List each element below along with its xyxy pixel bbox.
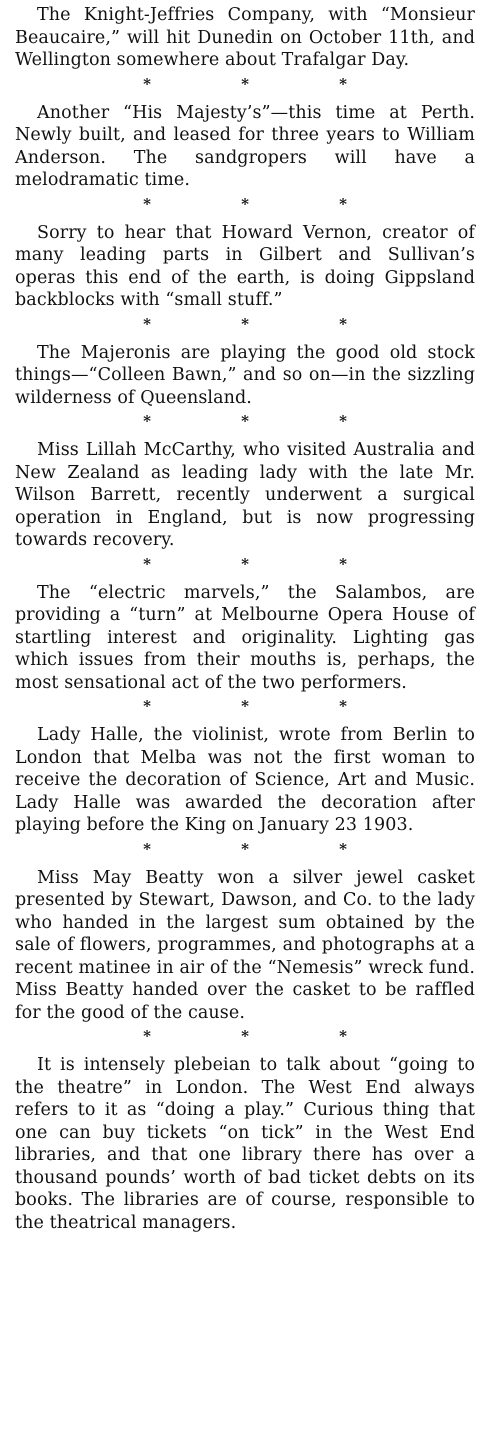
asterisk-mark: * [241, 554, 249, 573]
news-paragraph: Sorry to hear that Howard Vernon, creator of many leading parts in Gilbert and Sullivan’s operas this end of the earth, is doing Gippsland backblocks with “small stuff.” [15, 222, 475, 310]
asterisk-separator [15, 410, 475, 432]
asterisk-mark: * [241, 314, 249, 333]
news-paragraph: The “electric marvels,” the Salambos, are providing a “turn” at Melbourne Opera House of startling interest and originality. Lighting gas which issues from their mouths is, perhaps, the most sensational act of the two performers. [15, 582, 475, 693]
asterisk-mark: * [143, 1027, 151, 1045]
news-paragraph: The Majeronis are playing the good old stock things—“Colleen Bawn,” and so on—in the sizzling wilderness of Queensland. [15, 342, 475, 408]
asterisk-mark: * [339, 697, 347, 715]
asterisk-mark: * [241, 697, 249, 715]
asterisk-separator [15, 73, 475, 95]
asterisk-mark: * [241, 1027, 249, 1045]
asterisk-separator [15, 313, 475, 335]
asterisk-mark: * [339, 554, 347, 573]
asterisk-mark: * [143, 74, 151, 93]
news-paragraph: Miss May Beatty won a silver jewel casket presented by Stewart, Dawson, and Co. to the lady who handed in the largest sum obtained by the sale of flowers, programmes, and photographs at a recent matinee in air of the “Nemesis” wreck fund. Miss Beatty handed over the casket to be raffled for the good of the cause. [15, 867, 475, 1023]
news-paragraph: Lady Halle, the violinist, wrote from Berlin to London that Melba was not the first woman to receive the decoration of Science, Art and Music. Lady Halle was awarded the decoration after playing before the King on January 23 1903. [15, 725, 475, 835]
asterisk-mark: * [339, 412, 347, 430]
news-paragraph: Another “His Majesty’s”—this time at Perth. Newly built, and leased for three years to William Anderson. The sandgropers will have a melodramatic time. [15, 102, 475, 190]
asterisk-mark: * [241, 194, 249, 213]
asterisk-mark: * [143, 554, 151, 573]
asterisk-separator [15, 1025, 475, 1047]
news-paragraph: Miss Lillah McCarthy, who visited Australia and New Zealand as leading lady with the late Mr. Wilson Barrett, recently underwent a surgical operation in England, but is now progressing towards recovery. [15, 440, 475, 550]
asterisk-separator [15, 193, 475, 215]
asterisk-mark: * [339, 74, 347, 93]
asterisk-mark: * [143, 839, 151, 858]
asterisk-mark: * [339, 314, 347, 333]
asterisk-mark: * [339, 839, 347, 858]
news-paragraph: The Knight-Jeffries Company, with “Monsieur Beaucaire,” will hit Dunedin on October 11th, and Wellington somewhere about Trafalgar Day. [15, 5, 475, 70]
asterisk-mark: * [143, 314, 151, 333]
asterisk-mark: * [339, 1027, 347, 1045]
asterisk-separator [15, 838, 475, 860]
asterisk-mark: * [241, 839, 249, 858]
asterisk-separator [15, 695, 475, 717]
news-paragraph: It is intensely plebeian to talk about “going to the theatre” in London. The West End always refers to it as “doing a play.” Curious thing that one can buy tickets “on tick” in the West End libraries, and that one library there has over a thousand pounds’ worth of bad ticket debts on its books. The libraries are of course, responsible to the theatrical managers. [15, 1055, 475, 1233]
asterisk-mark: * [241, 412, 249, 430]
asterisk-separator [15, 553, 475, 575]
asterisk-mark: * [143, 194, 151, 213]
asterisk-mark: * [339, 194, 347, 213]
asterisk-mark: * [241, 74, 249, 93]
asterisk-mark: * [143, 412, 151, 430]
asterisk-mark: * [143, 697, 151, 715]
